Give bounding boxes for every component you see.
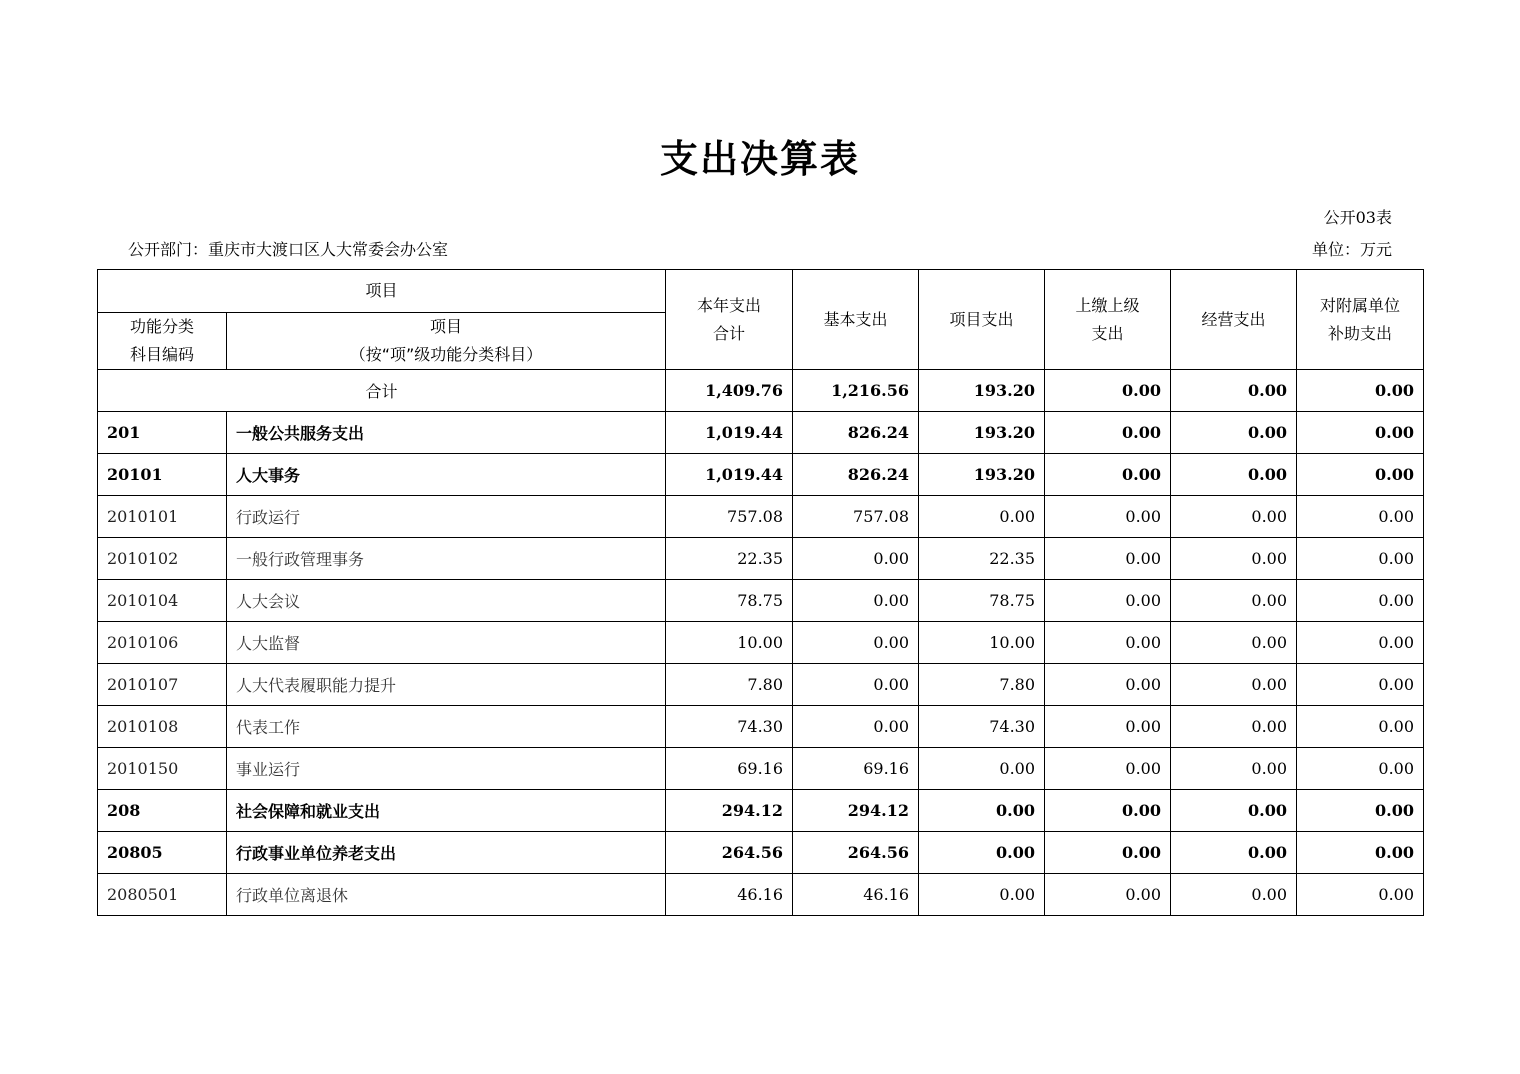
row-value: 69.16	[793, 748, 919, 790]
row-value: 193.20	[919, 454, 1045, 496]
row-value: 7.80	[919, 664, 1045, 706]
row-value: 0.00	[1171, 538, 1297, 580]
row-value: 0.00	[1297, 580, 1424, 622]
header-project: 项目支出	[919, 270, 1045, 370]
header-basic: 基本支出	[793, 270, 919, 370]
header-total: 本年支出 合计	[666, 270, 793, 370]
unit-label: 单位：万元	[1311, 240, 1392, 259]
row-code: 201	[98, 412, 227, 454]
row-value: 0.00	[1297, 874, 1424, 916]
row-value: 1,019.44	[666, 454, 793, 496]
table-row	[98, 412, 1424, 454]
row-value: 0.00	[1045, 874, 1171, 916]
row-code: 2080501	[98, 874, 227, 916]
row-value: 0.00	[793, 706, 919, 748]
row-value: 0.00	[1045, 832, 1171, 874]
row-name: 行政事业单位养老支出	[227, 832, 666, 874]
row-value: 0.00	[1171, 580, 1297, 622]
row-value: 757.08	[666, 496, 793, 538]
row-value: 0.00	[1045, 538, 1171, 580]
row-value: 0.00	[1297, 496, 1424, 538]
row-code: 2010102	[98, 538, 227, 580]
row-value: 0.00	[919, 874, 1045, 916]
row-value: 78.75	[666, 580, 793, 622]
row-code: 20101	[98, 454, 227, 496]
row-value: 0.00	[1297, 664, 1424, 706]
row-value: 0.00	[1171, 706, 1297, 748]
row-value: 294.12	[793, 790, 919, 832]
row-name: 行政运行	[227, 496, 666, 538]
row-value: 0.00	[919, 832, 1045, 874]
row-value: 0.00	[1171, 454, 1297, 496]
table-row	[98, 622, 1424, 664]
row-value: 0.00	[1297, 706, 1424, 748]
row-value: 264.56	[666, 832, 793, 874]
row-value: 0.00	[1045, 454, 1171, 496]
total-value: 193.20	[919, 370, 1045, 412]
table-row	[98, 454, 1424, 496]
row-value: 78.75	[919, 580, 1045, 622]
table-row	[98, 580, 1424, 622]
row-value: 0.00	[793, 538, 919, 580]
department-label: 公开部门：重庆市大渡口区人大常委会办公室	[128, 240, 449, 259]
row-value: 46.16	[666, 874, 793, 916]
row-value: 0.00	[1045, 580, 1171, 622]
row-value: 10.00	[666, 622, 793, 664]
row-code: 2010106	[98, 622, 227, 664]
row-value: 0.00	[1297, 454, 1424, 496]
row-value: 69.16	[666, 748, 793, 790]
row-value: 0.00	[1297, 832, 1424, 874]
row-value: 0.00	[1171, 748, 1297, 790]
row-value: 0.00	[1297, 412, 1424, 454]
page-title: 支出决算表	[659, 137, 860, 181]
row-value: 0.00	[1171, 664, 1297, 706]
row-value: 46.16	[793, 874, 919, 916]
row-value: 0.00	[1297, 622, 1424, 664]
row-value: 0.00	[1171, 874, 1297, 916]
row-code: 2010108	[98, 706, 227, 748]
row-value: 757.08	[793, 496, 919, 538]
row-value: 0.00	[1045, 622, 1171, 664]
row-value: 0.00	[1045, 790, 1171, 832]
header-subsidy: 对附属单位 补助支出	[1297, 270, 1424, 370]
total-label: 合计	[98, 370, 666, 412]
row-value: 1,019.44	[666, 412, 793, 454]
row-value: 826.24	[793, 454, 919, 496]
header-business: 经营支出	[1171, 270, 1297, 370]
row-code: 2010104	[98, 580, 227, 622]
row-name: 人大监督	[227, 622, 666, 664]
row-value: 0.00	[1297, 538, 1424, 580]
row-code: 2010101	[98, 496, 227, 538]
total-row	[98, 370, 1424, 412]
total-value: 0.00	[1171, 370, 1297, 412]
row-value: 74.30	[919, 706, 1045, 748]
row-value: 7.80	[666, 664, 793, 706]
table-row	[98, 664, 1424, 706]
total-value: 1,216.56	[793, 370, 919, 412]
row-value: 826.24	[793, 412, 919, 454]
row-value: 0.00	[1171, 622, 1297, 664]
table-row	[98, 496, 1424, 538]
row-value: 0.00	[1045, 412, 1171, 454]
row-value: 0.00	[793, 622, 919, 664]
table-row	[98, 706, 1424, 748]
header-upper: 上缴上级 支出	[1045, 270, 1171, 370]
table-row	[98, 538, 1424, 580]
row-value: 193.20	[919, 412, 1045, 454]
row-value: 0.00	[1045, 706, 1171, 748]
row-name: 人大事务	[227, 454, 666, 496]
row-value: 0.00	[919, 496, 1045, 538]
table-row	[98, 874, 1424, 916]
row-value: 294.12	[666, 790, 793, 832]
row-value: 0.00	[1171, 496, 1297, 538]
row-name: 一般公共服务支出	[227, 412, 666, 454]
row-value: 0.00	[919, 790, 1045, 832]
table-number: 公开03表	[1323, 208, 1392, 227]
row-value: 264.56	[793, 832, 919, 874]
row-name: 代表工作	[227, 706, 666, 748]
row-name: 事业运行	[227, 748, 666, 790]
row-value: 0.00	[1171, 832, 1297, 874]
row-code: 2010150	[98, 748, 227, 790]
total-value: 0.00	[1297, 370, 1424, 412]
header-name: 项目 （按“项”级功能分类科目）	[227, 313, 666, 370]
row-value: 0.00	[1045, 748, 1171, 790]
row-value: 0.00	[1171, 412, 1297, 454]
row-value: 22.35	[666, 538, 793, 580]
header-item-group: 项目	[98, 270, 666, 313]
total-value: 1,409.76	[666, 370, 793, 412]
header-code: 功能分类 科目编码	[98, 313, 227, 370]
row-value: 0.00	[1045, 664, 1171, 706]
row-value: 0.00	[1297, 748, 1424, 790]
expenditure-table	[97, 269, 1424, 916]
row-value: 22.35	[919, 538, 1045, 580]
row-name: 人大代表履职能力提升	[227, 664, 666, 706]
row-value: 0.00	[919, 748, 1045, 790]
row-code: 2010107	[98, 664, 227, 706]
row-code: 20805	[98, 832, 227, 874]
row-value: 10.00	[919, 622, 1045, 664]
row-value: 0.00	[793, 580, 919, 622]
table-row	[98, 790, 1424, 832]
row-value: 0.00	[1297, 790, 1424, 832]
row-name: 社会保障和就业支出	[227, 790, 666, 832]
table-row	[98, 832, 1424, 874]
row-value: 0.00	[1171, 790, 1297, 832]
row-value: 0.00	[793, 664, 919, 706]
table-row	[98, 748, 1424, 790]
row-value: 74.30	[666, 706, 793, 748]
total-value: 0.00	[1045, 370, 1171, 412]
row-code: 208	[98, 790, 227, 832]
row-name: 一般行政管理事务	[227, 538, 666, 580]
row-value: 0.00	[1045, 496, 1171, 538]
row-name: 行政单位离退休	[227, 874, 666, 916]
row-name: 人大会议	[227, 580, 666, 622]
